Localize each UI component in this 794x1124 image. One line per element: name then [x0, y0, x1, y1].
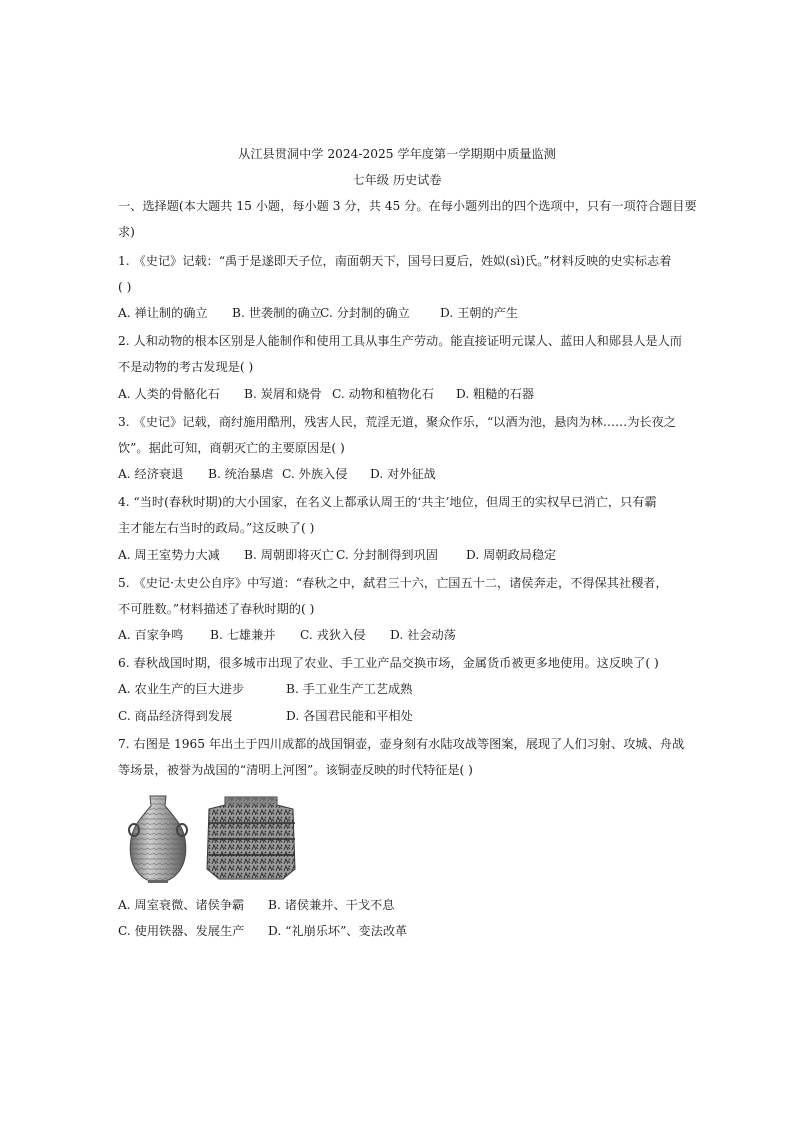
question-3-options	[0, 466, 794, 482]
question-5-stem-line2: 不可胜数。”材料描述了春秋时期的( )	[118, 602, 315, 616]
question-3-stem-line1: 3. 《史记》记载，商纣施用酷刑，残害人民，荒淫无道，聚众作乐，“以酒为池，悬肉为林……为长夜之	[118, 415, 676, 429]
option-d: D. 周朝政局稳定	[466, 548, 557, 562]
section-instructions-line2: 求)	[118, 225, 135, 239]
option-d: D. 粗糙的石器	[456, 387, 535, 401]
option-d: D. 对外征战	[370, 467, 436, 481]
option-c: C. 商品经济得到发展	[118, 709, 233, 723]
bronze-pot-image	[122, 792, 194, 884]
question-1-stem-line2: ( )	[118, 280, 132, 294]
question-3-stem-line2: 饮”。据此可知，商朝灭亡的主要原因是( )	[118, 441, 345, 455]
option-c: C. 使用铁器、发展生产	[118, 924, 245, 938]
option-a: A. 周王室势力大减	[118, 548, 220, 562]
question-4-stem-line1: 4. “当时(春秋时期)的大小国家，在名义上都承认周王的‘共主’地位，但周王的实权早已消亡，只有霸	[118, 495, 657, 509]
question-6-options-row2	[0, 708, 794, 724]
question-7-stem-line1: 7. 右图是 1965 年出土于四川成都的战国铜壶，壶身刻有水陆攻战等图案，展现了人们习射、攻城、舟战	[118, 737, 685, 751]
question-5-options	[0, 627, 794, 643]
option-c: C. 外族入侵	[282, 467, 348, 481]
option-b: B. 统治暴虐	[208, 467, 274, 481]
option-a: A. 百家争鸣	[118, 628, 184, 642]
question-1-options	[0, 305, 794, 321]
question-2-stem-line1: 2. 人和动物的根本区别是人能制作和使用工具从事生产劳动。能直接证明元谋人、蓝田人和郧县人是人而	[118, 334, 682, 348]
question-7-options-row2	[0, 923, 794, 939]
question-7-options-row1	[0, 897, 794, 913]
option-a: A. 人类的骨骼化石	[118, 387, 220, 401]
option-b: B. 诸侯兼并、干戈不息	[268, 898, 395, 912]
option-c: C. 分封制得到巩固	[336, 548, 438, 562]
question-1-stem-line1: 1. 《史记》记载：“禹于是遂即天子位，南面朝天下，国号曰夏后，姓姒(sì)氏。”材料反映的史实标志着	[118, 254, 672, 268]
question-6-options-row1	[0, 681, 794, 697]
option-a: A. 禅让制的确立	[118, 306, 208, 320]
question-5-stem-line1: 5. 《史记·太史公自序》中写道：“春秋之中，弑君三十六，亡国五十二，诸侯奔走，不得保其社稷者，	[118, 576, 668, 590]
exam-subtitle: 七年级 历史试卷	[352, 173, 442, 187]
option-c: C. 分封制的确立	[320, 306, 410, 320]
option-d: D. “礼崩乐坏”、变法改革	[268, 924, 408, 938]
question-4-options	[0, 547, 794, 563]
option-d: D. 王朝的产生	[440, 306, 519, 320]
question-4-stem-line2: 主才能左右当时的政局。”这反映了( )	[118, 521, 315, 535]
option-c: C. 戎狄入侵	[300, 628, 366, 642]
section-instructions-line1: 一、选择题(本大题共 15 小题，每小题 3 分，共 45 分。在每小题列出的四个选项中，只有一项符合题目要	[118, 199, 697, 213]
option-d: D. 各国君民能和平相处	[286, 709, 413, 723]
question-2-stem-line2: 不是动物的考古发现是( )	[118, 360, 254, 374]
option-a: A. 农业生产的巨大进步	[118, 682, 245, 696]
exam-title: 从江县贯洞中学 2024-2025 学年度第一学期期中质量监测	[238, 147, 556, 161]
pot-pattern-rubbing-image	[203, 795, 299, 881]
question-7-stem-line2: 等场景，被誉为战国的“清明上河图”。该铜壶反映的时代特征是( )	[118, 763, 473, 777]
option-b: B. 炭屑和烧骨	[244, 387, 322, 401]
option-c: C. 动物和植物化石	[332, 387, 434, 401]
question-6-stem-line1: 6. 春秋战国时期，很多城市出现了农业、手工业产品交换市场，金属货币被更多地使用。这反映了( )	[118, 656, 659, 670]
option-a: A. 经济衰退	[118, 467, 184, 481]
option-b: B. 手工业生产工艺成熟	[286, 682, 413, 696]
option-a: A. 周室衰微、诸侯争霸	[118, 898, 245, 912]
option-b: B. 周朝即将灭亡	[244, 548, 334, 562]
option-b: B. 世袭制的确立	[232, 306, 322, 320]
option-b: B. 七雄兼并	[210, 628, 276, 642]
question-2-options	[0, 386, 794, 402]
option-d: D. 社会动荡	[390, 628, 456, 642]
